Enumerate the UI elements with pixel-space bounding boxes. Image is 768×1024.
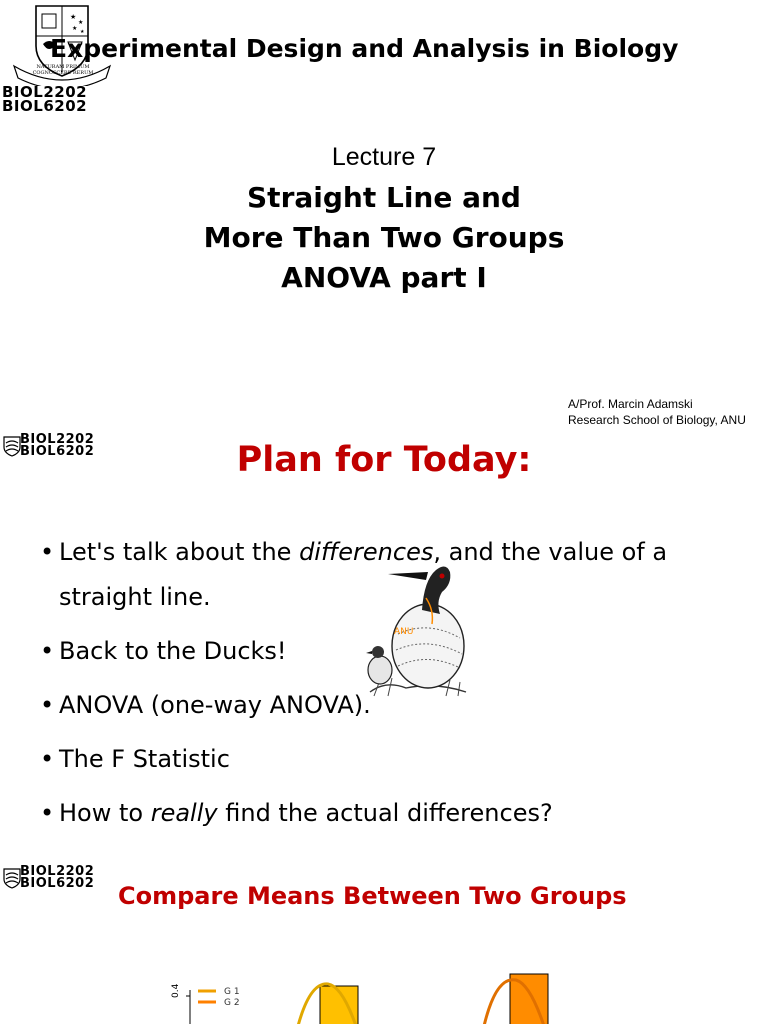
svg-text:★: ★: [70, 13, 77, 21]
svg-text:★: ★: [72, 25, 78, 32]
lecture-title-line: More Than Two Groups: [203, 221, 565, 254]
lecture-title: [0, 178, 768, 298]
course-code: BIOL6202: [2, 97, 88, 115]
svg-text:★: ★: [80, 29, 85, 35]
y-tick-label: 0.4: [171, 983, 181, 998]
list-item: • How to really find the actual differences?: [40, 791, 740, 836]
list-item: • The F Statistic: [40, 737, 740, 782]
g2-mean-bar: [510, 974, 548, 1024]
course-code-logo: [2, 85, 87, 113]
author-name: A/Prof. Marcin Adamski: [568, 397, 693, 411]
course-code: BIOL2202: [20, 432, 95, 447]
title-slide: [0, 0, 768, 430]
lecture-title-line: Straight Line and: [247, 181, 521, 214]
lecture-title-line: ANOVA part I: [281, 261, 487, 294]
lecture-number: Lecture 7: [331, 143, 437, 171]
crest-motto: NATURAM PRIMUM COGNOSCERE RERUM: [32, 64, 94, 76]
density-chart: [160, 962, 580, 1024]
course-code: BIOL6202: [20, 876, 95, 891]
course-code: BIOL2202: [2, 83, 88, 101]
course-code: BIOL2202: [20, 864, 95, 879]
course-title: Experimental Design and Analysis in Biology: [50, 34, 679, 63]
svg-text:★: ★: [78, 19, 84, 26]
legend-label-g2: G 2: [224, 998, 240, 1008]
plan-slide: [0, 430, 768, 862]
author-affiliation: Research School of Biology, ANU: [568, 413, 746, 427]
compare-means-slide: [0, 862, 768, 1024]
list-item: • Back to the Ducks!: [40, 629, 740, 674]
author-block: [568, 396, 746, 428]
course-code-logo: [20, 866, 94, 890]
list-item: • Let's talk about the differences, and the value of a straight line.: [40, 530, 740, 620]
slide-title: Plan for Today:: [236, 440, 532, 480]
slide-title: Compare Means Between Two Groups: [118, 882, 627, 910]
plan-bullet-list: [40, 530, 740, 845]
duck-anu-label: ANU: [394, 627, 414, 637]
legend-label-g1: G 1: [224, 987, 240, 997]
list-item: • ANOVA (one-way ANOVA).: [40, 683, 740, 728]
course-code: BIOL6202: [20, 444, 95, 459]
